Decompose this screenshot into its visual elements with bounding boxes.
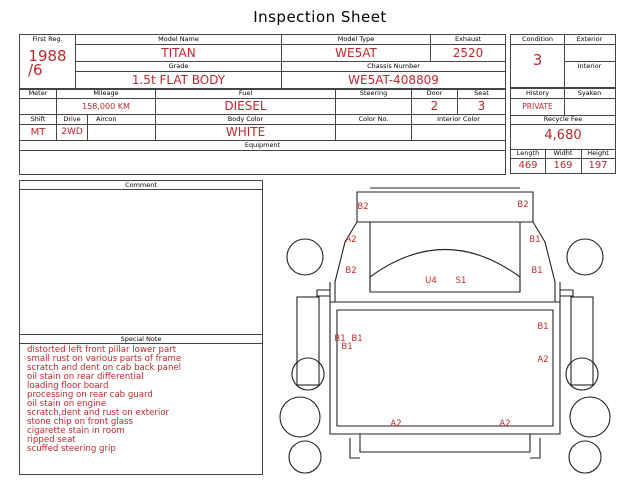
- windshield-curve: [370, 250, 520, 278]
- damage-mark: A2: [345, 235, 357, 245]
- special-note-item: stone chip on front glass: [27, 417, 133, 427]
- fuel-cell: Fuel DIESEL: [156, 89, 336, 115]
- right-front-outline: [533, 222, 555, 302]
- body-color-cell: Body Color WHITE: [156, 115, 336, 141]
- length-value: 469: [518, 160, 538, 171]
- grade-value: 1.5t FLAT BODY: [131, 73, 226, 87]
- damage-mark: A2: [390, 419, 402, 429]
- shift-cell: Shift MT: [20, 115, 57, 141]
- steering-cell: Steering: [336, 89, 412, 115]
- special-note-header: Special Note: [20, 334, 262, 344]
- wheel-right-spare: [570, 397, 610, 437]
- damage-mark: B2: [357, 202, 369, 212]
- door-cell: Door 2: [412, 89, 458, 115]
- vehicle-info-table: [19, 34, 506, 90]
- front-bumper-outline: [357, 192, 533, 222]
- special-note-item: oil stain on engine: [27, 399, 107, 409]
- exhaust-value: 2520: [452, 46, 484, 60]
- left-front-outline: [335, 222, 357, 302]
- interior-color-cell: Interior Color: [412, 115, 506, 141]
- left-side-box: [297, 297, 319, 385]
- wheel-left-spare: [280, 397, 320, 437]
- damage-mark: B1: [351, 334, 363, 344]
- drive-value: 2WD: [61, 127, 83, 137]
- damage-mark: B1: [537, 322, 549, 332]
- height-value: 197: [588, 160, 608, 171]
- damage-mark: S1: [455, 276, 467, 286]
- special-note-item: scratch and dent on cab back panel: [27, 363, 182, 373]
- damage-mark: B2: [517, 200, 529, 210]
- recycle-fee-value: 4,680: [544, 128, 582, 143]
- special-note-item: processing on rear cab guard: [27, 390, 153, 400]
- bed-outline: [330, 302, 560, 434]
- special-note-item: cigarette stain in room: [27, 426, 125, 436]
- mileage-value: 158,000 KM: [82, 102, 130, 111]
- mileage-cell: Mileage 158,000 KM: [57, 89, 156, 115]
- door-value: 2: [430, 99, 439, 113]
- model-type-value: WE5AT: [335, 46, 377, 60]
- rear-bumper-outline: [360, 434, 530, 452]
- model-grade-cell: Model Name TITAN Grade 1.5t FLAT BODY: [76, 35, 282, 90]
- special-note-item: loading floor board: [27, 381, 109, 391]
- vehicle-details-table: [19, 88, 506, 175]
- page-title: Inspection Sheet: [253, 8, 387, 26]
- body-color-value: WHITE: [225, 125, 266, 139]
- meter-cell: Meter: [20, 89, 57, 115]
- damage-mark: A2: [499, 419, 511, 429]
- aircon-cell: Aircon: [88, 115, 156, 141]
- first-reg-month: /6: [28, 61, 43, 79]
- wheel-left-front: [287, 239, 323, 275]
- seat-value: 3: [477, 99, 486, 113]
- history-panel: History PRIVATE Syaken Recycle Fee 4,680 Length 469 Widht 169 Height 197: [510, 88, 616, 174]
- wheel-left-bottom: [289, 441, 321, 473]
- color-no-cell: Color No.: [336, 115, 412, 141]
- special-note-item: small rust on various parts of frame: [27, 354, 182, 364]
- wheel-right-bottom: [569, 441, 601, 473]
- damage-mark: U4: [425, 276, 437, 286]
- seat-cell: Seat 3: [458, 89, 506, 115]
- damage-mark: B1: [529, 235, 541, 245]
- cab-outline: [370, 222, 520, 292]
- comment-header: Comment: [20, 181, 262, 190]
- chassis-number-value: WE5AT-408809: [348, 73, 439, 87]
- damage-mark: A2: [537, 355, 549, 365]
- type-chassis-cell: Model Type WE5AT Exhaust 2520 Chassis Number WE5AT-408809: [282, 35, 506, 90]
- mirror-outline: [317, 290, 573, 296]
- damage-mark: B1: [341, 342, 353, 352]
- wheel-right-front: [567, 239, 603, 275]
- damage-mark: B1: [531, 266, 543, 276]
- first-reg-cell: First Reg. 1988 /6: [20, 35, 76, 90]
- special-note-item: ripped seat: [27, 435, 76, 445]
- fuel-value: DIESEL: [224, 99, 267, 113]
- right-side-box: [571, 297, 593, 385]
- comment-panel: [19, 180, 263, 475]
- condition-box: Condition 3 Exterior Interior: [510, 34, 616, 88]
- equipment-cell: Equipment: [20, 141, 506, 175]
- first-reg-year: 1988: [28, 47, 67, 65]
- drive-cell: Drive 2WD: [57, 115, 88, 141]
- special-note-list: [20, 344, 262, 454]
- special-note-item: distorted left front pillar lower part: [27, 345, 177, 355]
- vehicle-damage-diagram: [275, 182, 635, 477]
- width-value: 169: [553, 160, 573, 171]
- history-value: PRIVATE: [522, 102, 553, 111]
- damage-mark: B1: [334, 334, 346, 344]
- damage-mark: B2: [345, 266, 357, 276]
- special-note-item: scratch,dent and rust on exterior: [27, 408, 170, 418]
- shift-value: MT: [30, 127, 46, 138]
- condition-value: 3: [532, 51, 543, 69]
- special-note-item: scuffed steering grip: [27, 444, 116, 454]
- special-note-item: oil stain on rear differential: [27, 372, 144, 382]
- comment-body: [20, 190, 262, 334]
- model-name-value: TITAN: [161, 46, 196, 60]
